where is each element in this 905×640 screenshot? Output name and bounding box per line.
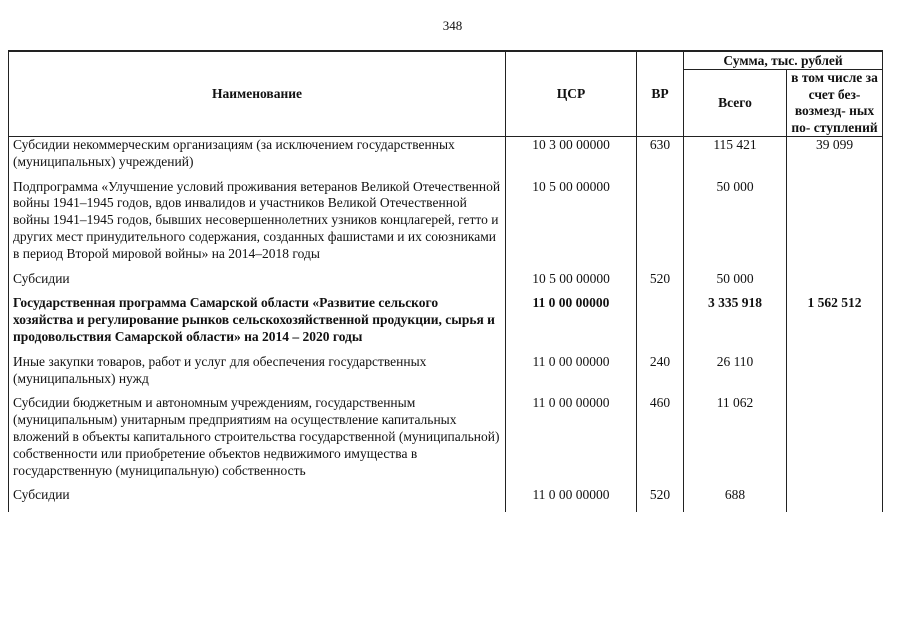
row-free bbox=[787, 271, 883, 296]
header-csr: ЦСР bbox=[506, 51, 637, 137]
header-name: Наименование bbox=[9, 51, 506, 137]
row-total: 688 bbox=[684, 487, 787, 512]
row-total: 3 335 918 bbox=[684, 295, 787, 353]
row-name: Субсидии бюджетным и автономным учреждениям, государственным (муниципальным) унитарным предприятиям на осуществление капитальных вложений в объекты капитального строительства государственной (муниципальной) собственности или приобретение объектов недвижимого имущества в государственную (муниципальную) собственность bbox=[9, 395, 506, 487]
row-vr: 520 bbox=[637, 271, 684, 296]
header-row bbox=[9, 51, 883, 70]
row-csr: 11 0 00 00000 bbox=[506, 487, 637, 512]
row-csr: 10 3 00 00000 bbox=[506, 137, 637, 179]
header-free: в том числе за счет без- возмезд- ных по- ступлений bbox=[787, 70, 883, 137]
table-row bbox=[9, 354, 883, 396]
table-row bbox=[9, 295, 883, 353]
row-csr: 11 0 00 00000 bbox=[506, 354, 637, 396]
row-total: 11 062 bbox=[684, 395, 787, 487]
row-total: 50 000 bbox=[684, 271, 787, 296]
row-name: Субсидии некоммерческим организациям (за исключением государственных (муниципальных) учреждений) bbox=[9, 137, 506, 179]
header-vr: ВР bbox=[637, 51, 684, 137]
row-vr bbox=[637, 179, 684, 271]
row-csr: 11 0 00 00000 bbox=[506, 295, 637, 353]
page-number: 348 bbox=[442, 18, 463, 33]
budget-table bbox=[8, 50, 883, 512]
row-vr: 240 bbox=[637, 354, 684, 396]
row-name: Иные закупки товаров, работ и услуг для обеспечения государственных (муниципальных) нужд bbox=[9, 354, 506, 396]
table-row bbox=[9, 487, 883, 512]
row-vr bbox=[637, 295, 684, 353]
row-vr: 520 bbox=[637, 487, 684, 512]
row-free: 39 099 bbox=[787, 137, 883, 179]
table-row bbox=[9, 395, 883, 487]
row-name: Субсидии bbox=[9, 487, 506, 512]
header-total: Всего bbox=[684, 70, 787, 137]
row-free bbox=[787, 179, 883, 271]
row-free: 1 562 512 bbox=[787, 295, 883, 353]
row-total: 50 000 bbox=[684, 179, 787, 271]
table-row bbox=[9, 179, 883, 271]
table-row bbox=[9, 271, 883, 296]
row-total: 115 421 bbox=[684, 137, 787, 179]
row-free bbox=[787, 395, 883, 487]
row-total: 26 110 bbox=[684, 354, 787, 396]
row-free bbox=[787, 487, 883, 512]
row-csr: 10 5 00 00000 bbox=[506, 179, 637, 271]
row-free bbox=[787, 354, 883, 396]
row-csr: 10 5 00 00000 bbox=[506, 271, 637, 296]
row-vr: 460 bbox=[637, 395, 684, 487]
table-body bbox=[9, 137, 883, 513]
row-vr: 630 bbox=[637, 137, 684, 179]
row-name: Государственная программа Самарской области «Развитие сельского хозяйства и регулирование рынков сельскохозяйственной продукции, сырья и продовольствия Самарской области» на 2014 – 2020 годы bbox=[9, 295, 506, 353]
header-sum: Сумма, тыс. рублей bbox=[684, 51, 883, 70]
row-csr: 11 0 00 00000 bbox=[506, 395, 637, 487]
row-name: Подпрограмма «Улучшение условий проживания ветеранов Великой Отечественной войны 1941–1945 годов, вдов инвалидов и участников Великой Отечественной войны 1941–1945 годов, бывших несовершеннолетних узников концлагерей, гетто и других мест принудительного содержания, созданных фашистами и их союзниками в период Второй мировой войны» на 2014–2018 годы bbox=[9, 179, 506, 271]
table-row bbox=[9, 137, 883, 179]
row-name: Субсидии bbox=[9, 271, 506, 296]
